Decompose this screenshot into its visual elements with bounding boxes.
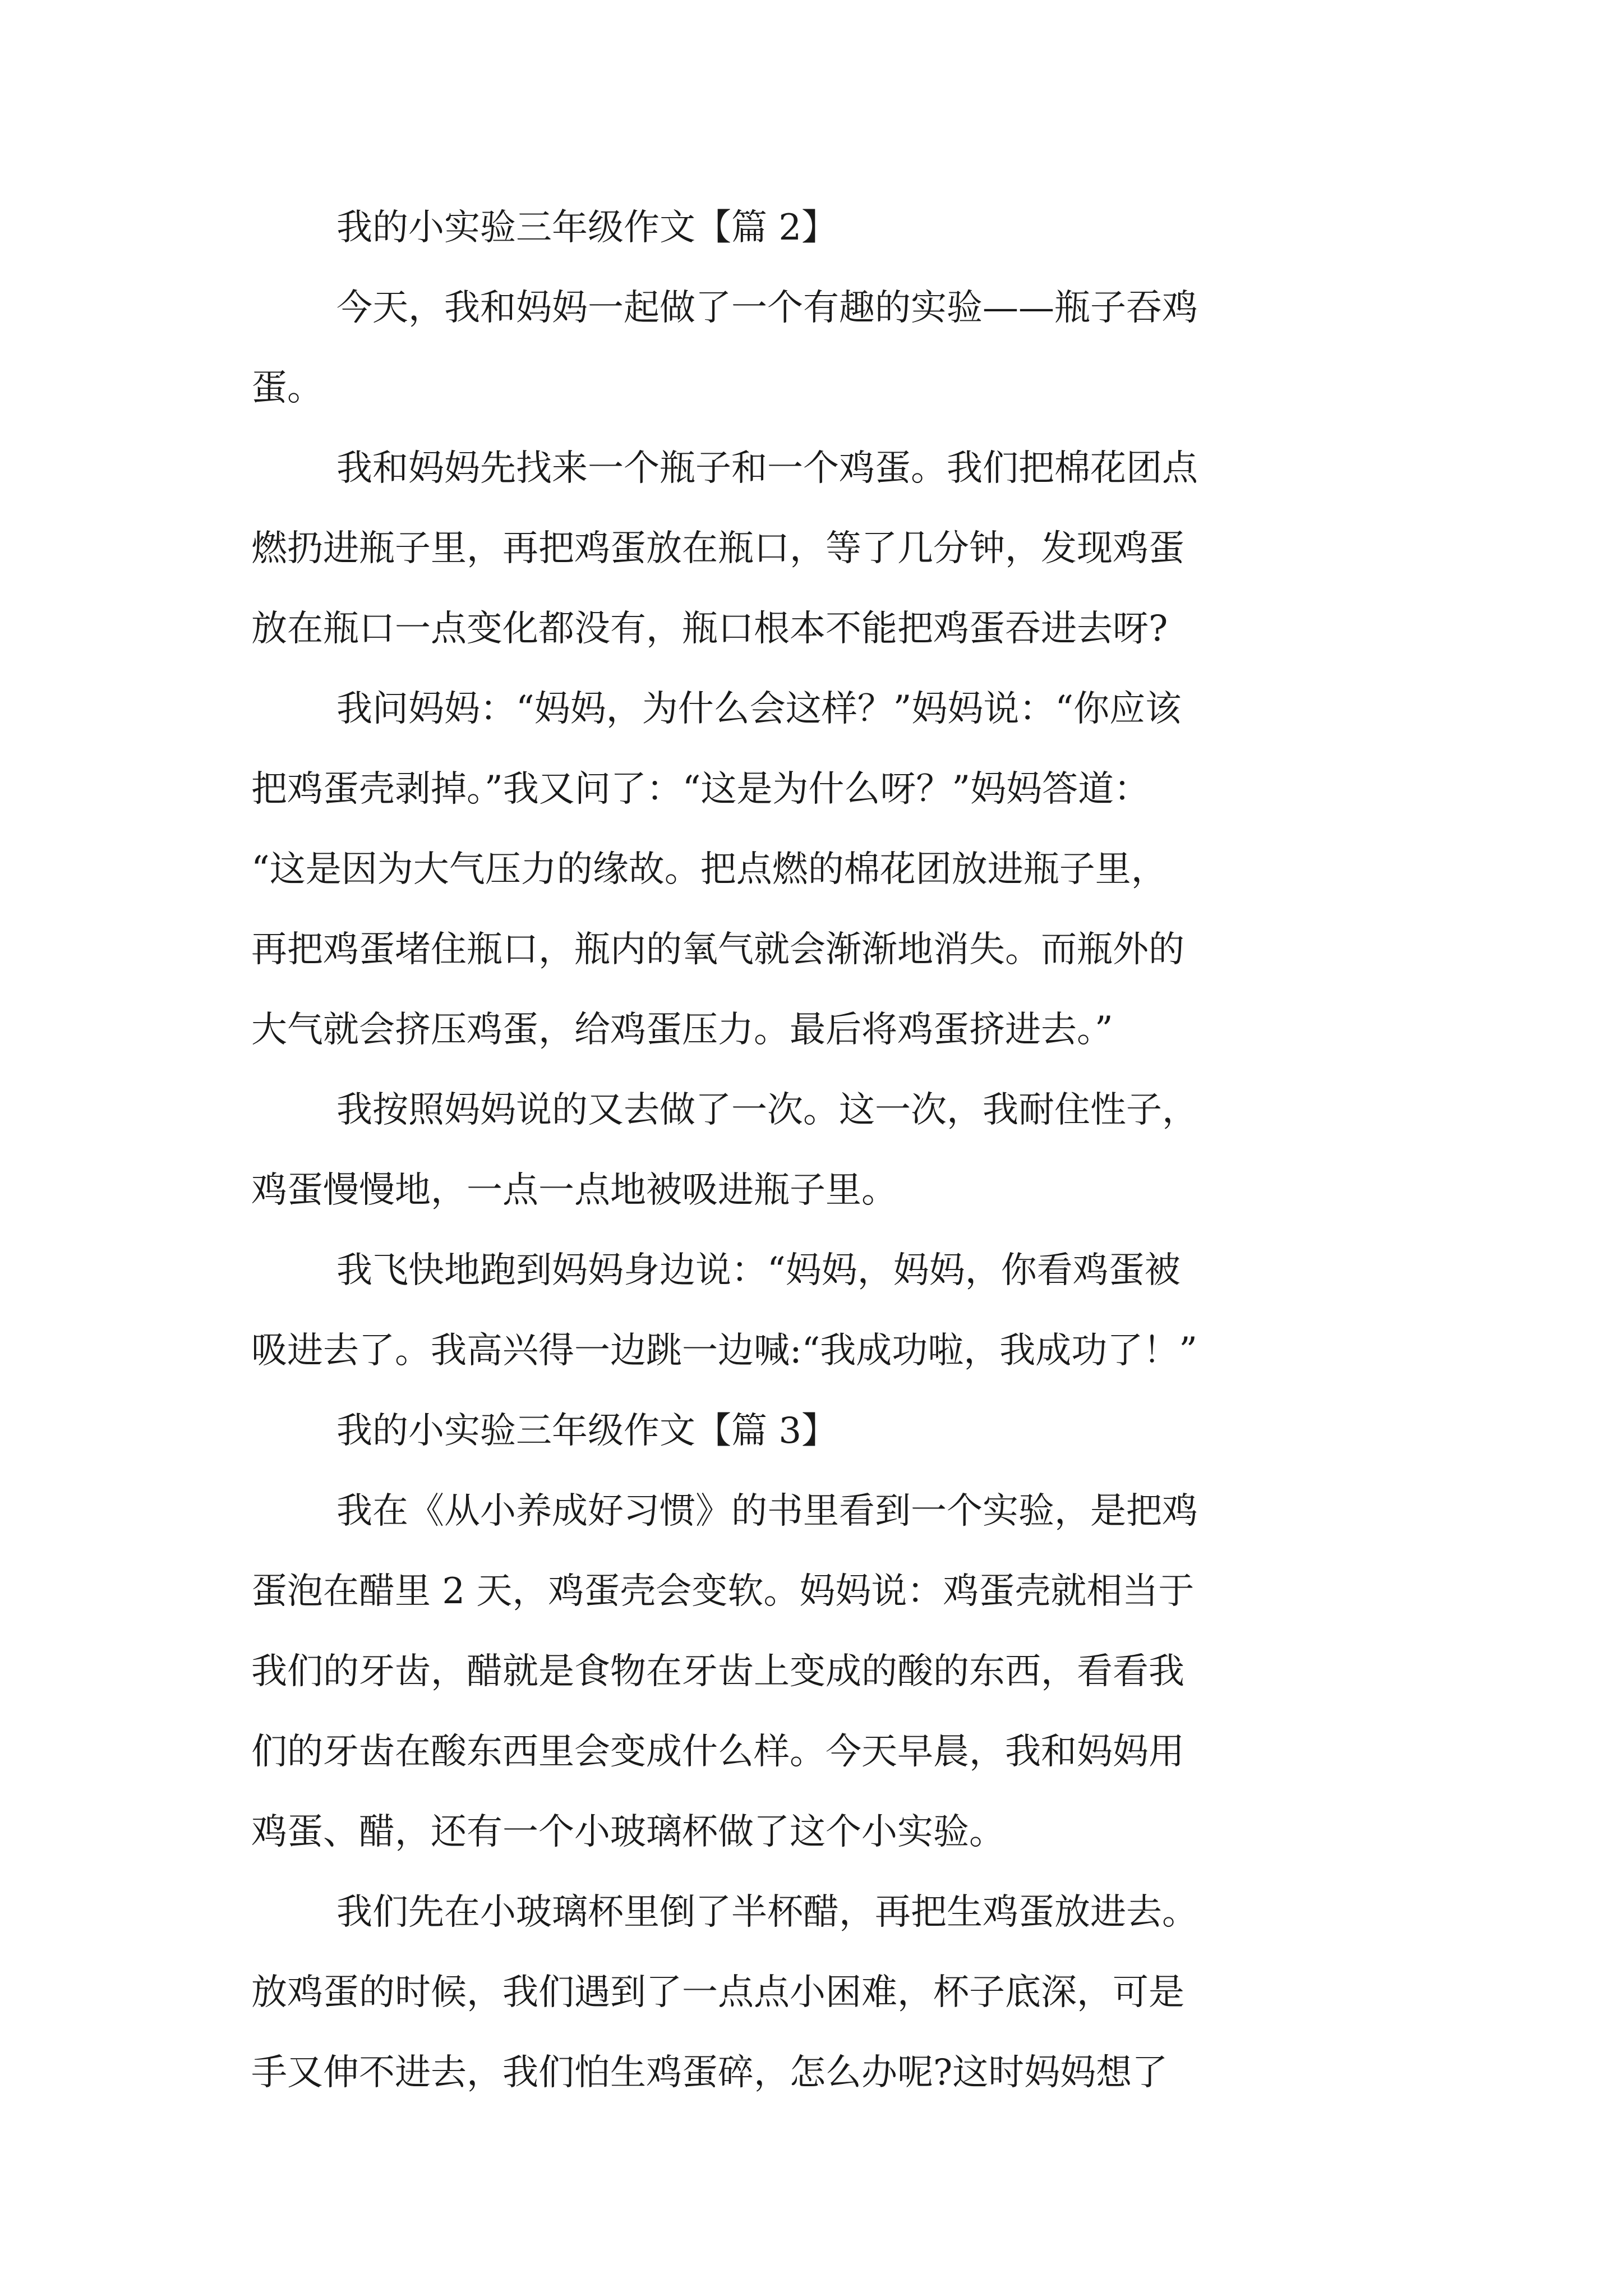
- text-line: 蛋泡在醋里 2 天，鸡蛋壳会变软。妈妈说：鸡蛋壳就相当于: [251, 1571, 1195, 1612]
- section-heading: 我的小实验三年级作文【篇 2】: [336, 207, 838, 249]
- text-line: 再把鸡蛋堵住瓶口，瓶内的氧气就会渐渐地消失。而瓶外的: [251, 929, 1184, 970]
- text-line: 我飞快地跑到妈妈身边说：“妈妈，妈妈，你看鸡蛋被: [336, 1250, 1181, 1291]
- text-line: 手又伸不进去，我们怕生鸡蛋碎，怎么办呢?这时妈妈想了: [251, 2052, 1168, 2093]
- text-line: 们的牙齿在酸东西里会变成什么样。今天早晨，我和妈妈用: [251, 1731, 1184, 1773]
- text-line: 放鸡蛋的时候，我们遇到了一点点小困难，杯子底深，可是: [251, 1972, 1184, 2013]
- text-line: 鸡蛋、醋，还有一个小玻璃杯做了这个小实验。: [251, 1811, 1005, 1853]
- text-line: 鸡蛋慢慢地，一点一点地被吸进瓶子里。: [251, 1170, 897, 1211]
- text-line: 把鸡蛋壳剥掉。”我又问了：“这是为什么呀？”妈妈答道：: [251, 769, 1150, 810]
- paragraph: [251, 268, 1390, 429]
- text-line: 大气就会挤压鸡蛋，给鸡蛋压力。最后将鸡蛋挤进去。”: [251, 1009, 1113, 1051]
- text-line: 蛋。: [251, 367, 323, 409]
- section-heading: 我的小实验三年级作文【篇 3】: [336, 1410, 838, 1452]
- paragraph: [251, 1872, 1390, 2113]
- document-body: [251, 188, 1390, 2113]
- text-line: 放在瓶口一点变化都没有，瓶口根本不能把鸡蛋吞进去呀?: [251, 608, 1168, 650]
- paragraph: [251, 1070, 1390, 1231]
- text-line: “这是因为大气压力的缘故。把点燃的棉花团放进瓶子里，: [251, 849, 1167, 890]
- text-line: 我们先在小玻璃杯里倒了半杯醋，再把生鸡蛋放进去。: [336, 1892, 1198, 1933]
- text-line: 我问妈妈：“妈妈，为什么会这样？”妈妈说：“你应该: [336, 688, 1182, 730]
- paragraph: [251, 669, 1390, 1070]
- text-line: 我和妈妈先找来一个瓶子和一个鸡蛋。我们把棉花团点: [336, 448, 1198, 489]
- text-line: 我们的牙齿，醋就是食物在牙齿上变成的酸的东西，看看我: [251, 1651, 1184, 1692]
- text-line: 今天，我和妈妈一起做了一个有趣的实验——瓶子吞鸡: [336, 287, 1198, 329]
- text-line: 我按照妈妈说的又去做了一次。这一次，我耐住性子，: [336, 1089, 1198, 1131]
- paragraph: [251, 1231, 1390, 1391]
- paragraph: [251, 429, 1390, 669]
- paragraph: [251, 1471, 1390, 1872]
- text-line: 吸进去了。我高兴得一边跳一边喊:“我成功啦，我成功了！”: [251, 1330, 1197, 1372]
- text-line: 燃扔进瓶子里，再把鸡蛋放在瓶口，等了几分钟，发现鸡蛋: [251, 528, 1184, 569]
- text-line: 我在《从小养成好习惯》的书里看到一个实验，是把鸡: [336, 1490, 1198, 1532]
